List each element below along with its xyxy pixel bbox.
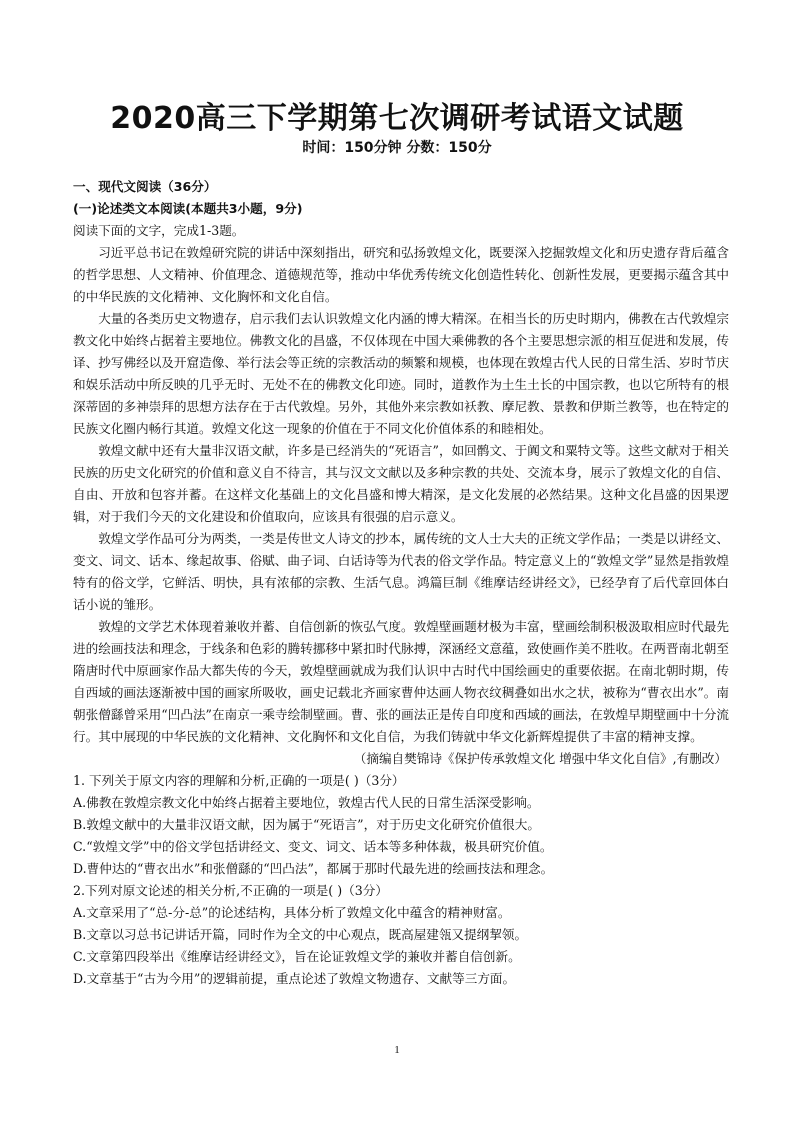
passage-paragraph: 敦煌文学作品可分为两类，一类是传世文人诗文的抄本，属传统的文人士大夫的正统文学作品；一类是以讲经文、变文、词文、话本、缘起故事、俗赋、曲子词、白话诗等为代表的俗文学作品。特定意义上的“敦煌文学”显然是指敦煌特有的俗文学，它鲜活、明快，具有浓郁的宗教、生活气息。鸿篇巨制《维摩诘经讲经文》，已经孕育了后代章回体白话小说的雏形。 [73, 531, 729, 612]
question-option: C.“敦煌文学”中的俗文学包括讲经文、变文、词文、话本等多种体裁，极具研究价值。 [73, 839, 553, 854]
page-content [73, 176, 729, 990]
question-option: A.佛教在敦煌宗教文化中始终占据着主要地位，敦煌古代人民的日常生活深受影响。 [73, 795, 540, 810]
question-option: D.曹仲达的“曹衣出水”和张僧繇的“凹凸法”，都属于那时代最先进的绘画技法和理念。 [73, 861, 554, 876]
page-title: 2020高三下学期第七次调研考试语文试题 [110, 101, 684, 136]
question-option: B.敦煌文献中的大量非汉语文献，因为属于“死语言”，对于历史文化研究价值很大。 [73, 817, 540, 832]
reading-instruction: 阅读下面的文字，完成1-3题。 [73, 223, 245, 238]
question-2 [73, 880, 729, 990]
question-option: C.文章第四段举出《维摩诘经讲经文》，旨在论证敦煌文学的兼收并蓄自信创新。 [73, 949, 521, 964]
question-stem: 2.下列对原文论述的相关分析,不正确的一项是( )（3分） [73, 883, 388, 898]
question-stem: 1. 下列关于原文内容的理解和分析,正确的一项是( )（3分） [73, 773, 405, 788]
exam-time-score: 时间：150分钟 分数：150分 [302, 140, 492, 156]
passage-paragraph: 大量的各类历史文物遗存，启示我们去认识敦煌文化内涵的博大精深。在相当长的历史时期内，佛教在古代敦煌宗教文化中始终占据着主要地位。佛教文化的昌盛，不仅体现在中国大乘佛教的各个主要思想宗派的相互促进和发展，传译、抄写佛经以及开窟造像、举行法会等正统的宗教活动的频繁和规模，也体现在敦煌古代人民的日常生活、岁时节庆和娱乐活动中所反映的几乎无时、无处不在的佛教文化印迹。同时，道教作为土生土长的中国宗教，也以它所特有的根深蒂固的多神崇拜的思想方法存在于古代敦煌。另外，其他外来宗教如袄教、摩尼教、景教和伊斯兰教等，也在特定的民族文化圈内畅行其道。敦煌文化这一现象的价值在于不同文化价值体系的和睦相处。 [73, 311, 729, 436]
section-heading: 一、现代文阅读（36分） [73, 179, 217, 194]
page-number: 1 [394, 1044, 400, 1056]
passage-paragraph: 敦煌的文学艺术体现着兼收并蓄、自信创新的恢弘气度。敦煌壁画题材极为丰富，壁画绘制积极汲取相应时代最先进的绘画技法和理念，于线条和色彩的腾转挪移中紧扣时代脉搏，深涵经文意蕴，致使画作美不胜收。在两晋南北朝至隋唐时代中原画家作品大都失传的今天，敦煌壁画就成为我们认识中古时代中国绘画史的重要依据。在南北朝时期，传自西域的画法逐渐被中国的画家所吸收，画史记载北齐画家曹仲达画人物衣纹稠叠如出水之状，被称为“曹衣出水”。南朝张僧繇曾采用“凹凸法”在南京一乘寺绘制壁画。曹、张的画法正是传自印度和西域的画法，在敦煌早期壁画中十分流行。其中展现的中华民族的文化精神、文化胸怀和文化自信，为我们铸就中华文化新辉煌提供了丰富的精神支撑。 [73, 619, 729, 744]
passage-source: （摘编自樊锦诗《保护传承敦煌文化 增强中华文化自信》,有删改） [353, 751, 727, 766]
question-option: B.文章以习总书记讲话开篇，同时作为全文的中心观点，既高屋建瓴又提纲挈领。 [73, 927, 528, 942]
passage-paragraph: 习近平总书记在敦煌研究院的讲话中深刻指出，研究和弘扬敦煌文化，既要深入挖掘敦煌文化和历史遗存背后蕴含的哲学思想、人文精神、价值理念、道德规范等，推动中华优秀传统文化创造性转化、创新性发展，更要揭示蕴含其中的中华民族的文化精神、文化胸怀和文化自信。 [73, 245, 729, 304]
question-option: D.文章基于“古为今用”的逻辑前提，重点论述了敦煌文物遗存、文献等三方面。 [73, 971, 516, 986]
question-option: A.文章采用了“总-分-总”的论述结构，具体分析了敦煌文化中蕴含的精神财富。 [73, 905, 511, 920]
section-subheading: (一)论述类文本阅读(本题共3小题，9分) [73, 201, 303, 216]
question-1 [73, 770, 729, 880]
passage-paragraph: 敦煌文献中还有大量非汉语文献，许多是已经消失的“死语言”，如回鹘文、于阗文和粟特文等。这些文献对于相关民族的历史文化研究的价值和意义自不待言，其与汉文文献以及多种宗教的共处、交流本身，展示了敦煌文化的自信、自由、开放和包容并蓄。在这样文化基础上的文化昌盛和博大精深，是文化发展的必然结果。这种文化昌盛的因果逻辑，对于我们今天的文化建设和价值取向，应该具有很强的启示意义。 [73, 443, 729, 524]
